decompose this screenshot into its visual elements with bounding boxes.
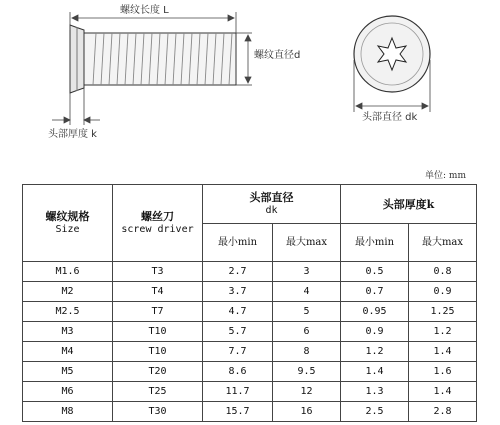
header-head-thickness	[341, 185, 477, 224]
cell-driver: T3	[113, 262, 203, 282]
cell-driver: T4	[113, 282, 203, 302]
cell-dk-min: 7.7	[203, 342, 273, 362]
cell-k-max: 0.9	[409, 282, 477, 302]
table-row	[23, 282, 477, 302]
table-row	[23, 382, 477, 402]
header-dk-en: dk	[265, 205, 278, 216]
header-size	[23, 185, 113, 262]
header-k-max: 最大max	[409, 224, 477, 262]
screw-head-top-view	[354, 16, 430, 112]
table-row	[23, 402, 477, 422]
head-thickness-label: 头部厚度 k	[48, 129, 97, 140]
cell-dk-min: 5.7	[203, 322, 273, 342]
header-dk-max: 最大max	[273, 224, 341, 262]
cell-driver: T20	[113, 362, 203, 382]
screw-spec-table	[22, 184, 477, 422]
cell-dk-max: 5	[273, 302, 341, 322]
cell-dk-max: 16	[273, 402, 341, 422]
cell-dk-min: 11.7	[203, 382, 273, 402]
cell-k-max: 1.6	[409, 362, 477, 382]
cell-size: M8	[23, 402, 113, 422]
cell-k-max: 1.4	[409, 382, 477, 402]
cell-k-max: 0.8	[409, 262, 477, 282]
cell-size: M3	[23, 322, 113, 342]
thread-length-label: 螺纹长度 L	[120, 5, 169, 16]
cell-k-max: 1.2	[409, 322, 477, 342]
cell-dk-max: 6	[273, 322, 341, 342]
cell-dk-min: 3.7	[203, 282, 273, 302]
screw-side-view	[52, 12, 252, 125]
cell-dk-min: 4.7	[203, 302, 273, 322]
table-header-row	[23, 185, 477, 224]
cell-k-min: 1.2	[341, 342, 409, 362]
cell-k-max: 1.25	[409, 302, 477, 322]
cell-driver: T25	[113, 382, 203, 402]
cell-dk-max: 8	[273, 342, 341, 362]
table-row	[23, 322, 477, 342]
cell-size: M5	[23, 362, 113, 382]
table-row	[23, 362, 477, 382]
thread-diameter-label: 螺纹直径d	[254, 50, 301, 61]
cell-size: M2.5	[23, 302, 113, 322]
table-row	[23, 262, 477, 282]
header-k-min: 最小min	[341, 224, 409, 262]
cell-k-min: 1.4	[341, 362, 409, 382]
header-driver-en: screw driver	[121, 224, 194, 235]
cell-k-min: 1.3	[341, 382, 409, 402]
cell-dk-max: 12	[273, 382, 341, 402]
cell-driver: T10	[113, 342, 203, 362]
cell-size: M4	[23, 342, 113, 362]
cell-dk-max: 4	[273, 282, 341, 302]
cell-dk-max: 3	[273, 262, 341, 282]
cell-dk-min: 8.6	[203, 362, 273, 382]
cell-k-min: 2.5	[341, 402, 409, 422]
cell-driver: T30	[113, 402, 203, 422]
header-dk-min: 最小min	[203, 224, 273, 262]
cell-k-max: 1.4	[409, 342, 477, 362]
cell-k-min: 0.5	[341, 262, 409, 282]
table-row	[23, 342, 477, 362]
cell-k-min: 0.95	[341, 302, 409, 322]
table-row	[23, 302, 477, 322]
cell-dk-min: 2.7	[203, 262, 273, 282]
cell-driver: T10	[113, 322, 203, 342]
cell-k-min: 0.7	[341, 282, 409, 302]
diameter-dimension	[236, 33, 252, 85]
header-size-en: Size	[55, 224, 80, 235]
cell-dk-min: 15.7	[203, 402, 273, 422]
cell-driver: T7	[113, 302, 203, 322]
header-size-cn: 螺纹规格	[45, 210, 90, 223]
cell-k-max: 2.8	[409, 402, 477, 422]
header-k: 头部厚度k	[382, 197, 435, 211]
cell-size: M1.6	[23, 262, 113, 282]
cell-size: M2	[23, 282, 113, 302]
cell-dk-max: 9.5	[273, 362, 341, 382]
head-thickness-dimension	[52, 88, 100, 125]
cell-k-min: 0.9	[341, 322, 409, 342]
header-head-diameter	[203, 185, 341, 224]
header-dk-cn: 头部直径	[249, 191, 294, 204]
header-driver	[113, 185, 203, 262]
cell-size: M6	[23, 382, 113, 402]
header-driver-cn: 螺丝刀	[141, 210, 174, 223]
head-diameter-label: 头部直径 dk	[362, 112, 418, 123]
screw-technical-drawing	[0, 0, 500, 160]
unit-label: 单位: mm	[425, 171, 466, 181]
